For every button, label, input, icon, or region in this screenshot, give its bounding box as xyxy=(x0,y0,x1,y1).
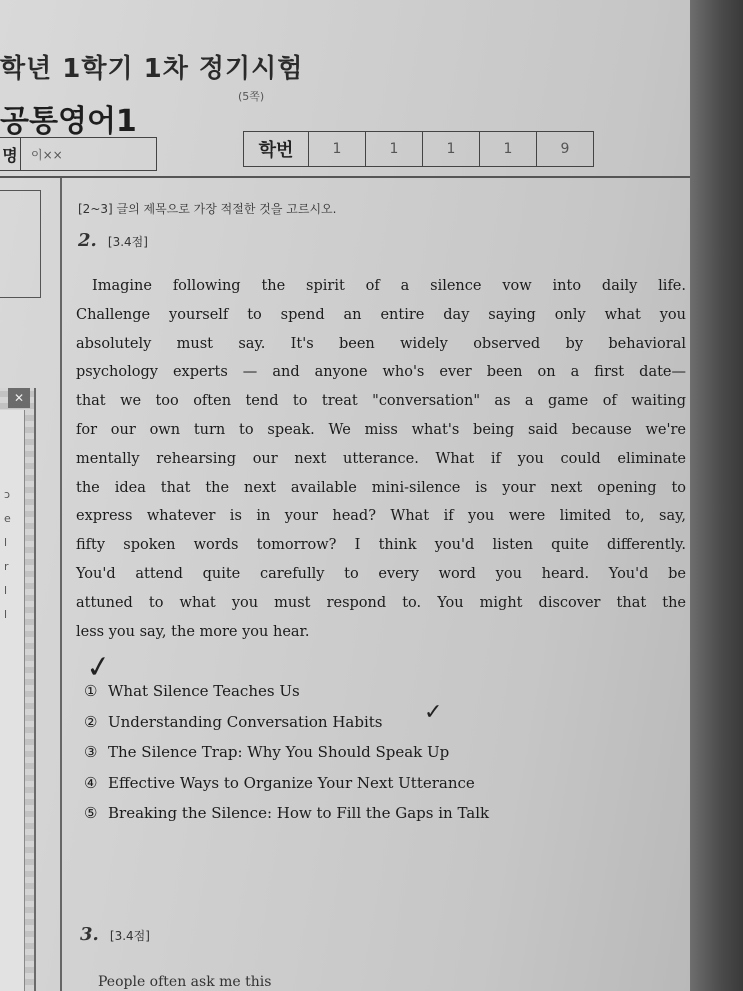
answer-option-4[interactable] xyxy=(84,768,489,799)
question-2-label xyxy=(78,230,148,251)
question-instruction: [2~3] 글의 제목으로 가장 적절한 것을 고르시오. xyxy=(78,202,337,216)
name-box xyxy=(0,137,157,171)
column-divider xyxy=(60,178,62,991)
passage-line: express whatever is in your head? What if you were limited to, say, xyxy=(76,508,686,525)
passage-line: psychology experts — and anyone who's ever been on a first date— xyxy=(76,364,686,381)
passage-line: less you say, the more you hear. xyxy=(76,623,310,640)
student-id-label: 학번 xyxy=(244,132,309,166)
student-id-box xyxy=(243,131,594,167)
question-3-label xyxy=(80,924,150,945)
left-window-panel xyxy=(0,388,36,991)
header-divider xyxy=(0,176,690,178)
option-number: ① xyxy=(84,682,98,700)
question-3-partial-text: People often ask me this xyxy=(98,974,272,990)
student-id-cell: 1 xyxy=(480,132,537,166)
option-text: Understanding Conversation Habits xyxy=(108,712,383,731)
option-number: ⑤ xyxy=(84,804,98,822)
header-note: (5쪽) xyxy=(238,90,265,103)
option-number: ③ xyxy=(84,743,98,761)
close-icon[interactable]: ✕ xyxy=(8,388,30,408)
answer-options xyxy=(84,676,489,829)
question-number: 2. xyxy=(78,230,97,251)
passage-line: Challenge yourself to spend an entire day saying only what you xyxy=(76,306,686,323)
passage-line: for our own turn to speak. We miss what's being said because we're xyxy=(76,421,686,438)
exam-title: 학년 1학기 1차 정기시험 xyxy=(0,54,304,84)
check-mark-icon: ✓ xyxy=(424,700,443,725)
question-points: [3.4점] xyxy=(109,929,150,943)
passage-line: Imagine following the spirit of a silence vow into daily life. xyxy=(92,278,686,294)
reading-passage xyxy=(76,272,686,646)
answer-option-5[interactable] xyxy=(84,798,489,829)
left-margin-ticks: ɔ e l r l l xyxy=(4,488,11,621)
question-number: 3. xyxy=(80,924,99,945)
option-text: The Silence Trap: Why You Should Speak Up xyxy=(108,743,450,761)
passage-line: the idea that the next available mini-silence is your next opening to xyxy=(76,479,686,496)
passage-line: that we too often tend to treat "conversation" as a game of waiting xyxy=(76,393,686,410)
name-label: 명 xyxy=(0,138,21,170)
answer-option-3[interactable] xyxy=(84,737,489,768)
option-text: What Silence Teaches Us xyxy=(108,682,300,700)
check-mark-icon: ✓ xyxy=(83,648,114,687)
student-id-cell: 1 xyxy=(309,132,366,166)
passage-line: You'd attend quite carefully to every word you heard. You'd be xyxy=(76,565,686,582)
option-number: ② xyxy=(84,712,98,731)
student-id-cell: 1 xyxy=(366,132,423,166)
student-id-cell: 9 xyxy=(560,141,570,157)
page-edge-shadow xyxy=(690,0,743,991)
passage-line: mentally rehearsing our next utterance. What if you could eliminate xyxy=(76,450,686,467)
subject-title: 공통영어1 xyxy=(0,104,137,139)
option-text: Effective Ways to Organize Your Next Utterance xyxy=(108,773,475,792)
student-id-cell: 1 xyxy=(423,132,480,166)
passage-line: attuned to what you must respond to. You might discover that the xyxy=(76,594,686,611)
question-points: [3.4점] xyxy=(107,235,148,249)
passage-line: fifty spoken words tomorrow? I think you'd listen quite differently. xyxy=(76,537,686,554)
name-value: 이×× xyxy=(31,147,63,162)
option-text: Breaking the Silence: How to Fill the Gaps in Talk xyxy=(108,804,490,822)
left-column-box xyxy=(0,190,41,298)
passage-line: absolutely must say. It's been widely observed by behavioral xyxy=(76,335,686,352)
option-number: ④ xyxy=(84,773,98,792)
